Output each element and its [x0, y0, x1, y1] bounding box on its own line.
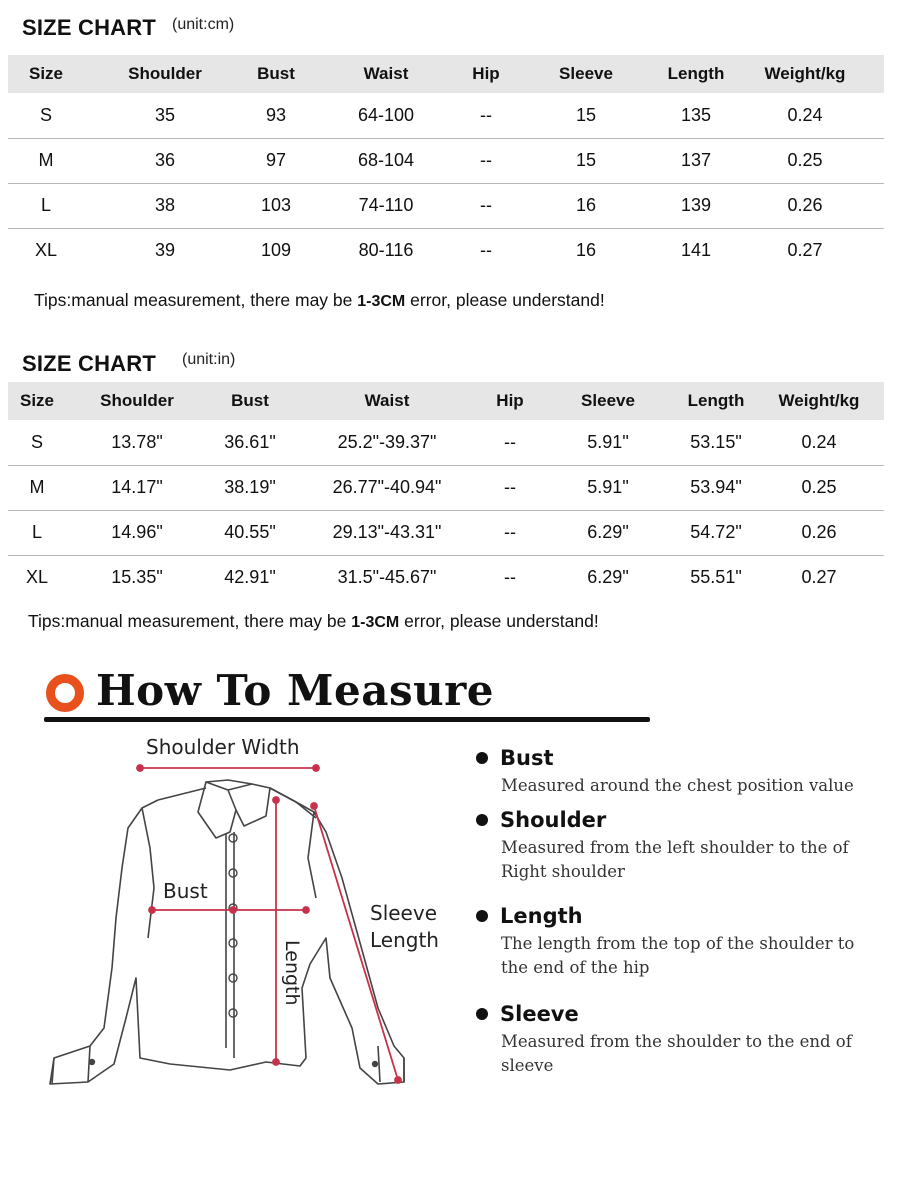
- bullet-icon: [476, 910, 488, 922]
- cell-hip: --: [466, 138, 506, 183]
- cell-hip: --: [482, 510, 538, 555]
- cell-size: L: [8, 510, 66, 555]
- cell-weight: 0.26: [726, 183, 884, 228]
- cell-sleeve: 5.91": [538, 420, 678, 465]
- shirt-outline-icon: [50, 780, 404, 1084]
- label-sleeve-line1: Sleeve: [370, 901, 438, 925]
- cell-size: XL: [25, 567, 49, 588]
- legend-sleeve: [476, 1002, 886, 1078]
- legend-shoulder-title: Shoulder: [500, 808, 607, 832]
- cm-chart-unit: (unit:cm): [172, 16, 235, 33]
- cell-waist: 68-104: [306, 138, 466, 183]
- header-sleeve: Sleeve: [538, 382, 678, 420]
- cell-hip: --: [504, 567, 516, 588]
- header-shoulder: Shoulder: [66, 382, 208, 420]
- cell-hip: --: [482, 465, 538, 510]
- cell-size: M: [8, 465, 66, 510]
- section-bullet-icon: [46, 674, 84, 712]
- cell-sleeve: 16: [506, 183, 666, 228]
- cell-shoulder: 39: [154, 240, 176, 261]
- cell-length: 53.15": [678, 420, 754, 465]
- table-row: [8, 555, 884, 600]
- cell-shoulder: 15.35": [111, 567, 163, 588]
- cm-chart-title: SIZE CHART: [22, 15, 156, 40]
- cell-bust: 109: [260, 240, 292, 261]
- cell-size: M: [8, 138, 84, 183]
- cell-shoulder: 13.78": [66, 420, 208, 465]
- cell-shoulder: 36: [84, 138, 246, 183]
- legend-bust-desc: Measured around the chest position value: [501, 776, 854, 795]
- cell-weight: 0.25: [726, 138, 884, 183]
- header-sleeve: Sleeve: [506, 55, 666, 93]
- cell-shoulder: 14.17": [66, 465, 208, 510]
- tips-error-range: 1-3CM: [357, 293, 406, 310]
- cell-size: L: [8, 183, 84, 228]
- header-weight: Weight/kg: [754, 382, 884, 420]
- cell-length: 141: [680, 240, 712, 261]
- cell-waist: 29.13"-43.31": [292, 510, 482, 555]
- header-size: Size: [8, 382, 66, 420]
- label-length: Length: [281, 940, 303, 1006]
- tips-prefix: Tips:manual measurement, there may be: [28, 611, 352, 631]
- label-shoulder-width: Shoulder Width: [146, 735, 300, 759]
- cell-bust: 40.55": [208, 510, 292, 555]
- tips-suffix: error, please understand!: [405, 290, 605, 310]
- label-bust: Bust: [163, 879, 208, 903]
- header-length: Length: [678, 382, 754, 420]
- in-header-row: [8, 382, 884, 420]
- cell-length: 53.94": [678, 465, 754, 510]
- cell-shoulder: 35: [84, 93, 246, 138]
- cell-hip: --: [466, 93, 506, 138]
- header-length: Length: [666, 55, 726, 93]
- cell-bust: 97: [246, 138, 306, 183]
- cell-waist: 80-116: [358, 240, 414, 261]
- tips-error-range: 1-3CM: [351, 614, 400, 631]
- cell-weight: 0.27: [787, 240, 823, 261]
- cell-sleeve: 16: [575, 240, 597, 261]
- cell-length: 137: [666, 138, 726, 183]
- cell-length: 54.72": [678, 510, 754, 555]
- cell-bust: 36.61": [208, 420, 292, 465]
- cell-sleeve: 15: [506, 93, 666, 138]
- header-waist: Waist: [292, 382, 482, 420]
- bullet-icon: [476, 752, 488, 764]
- cell-waist: 74-110: [306, 183, 466, 228]
- cell-waist: 26.77"-40.94": [292, 465, 482, 510]
- header-weight: Weight/kg: [726, 55, 884, 93]
- title-underline: [44, 717, 650, 722]
- table-row: [8, 510, 884, 555]
- how-to-measure-title: How To Measure: [96, 666, 495, 715]
- header-bust: Bust: [208, 382, 292, 420]
- header-hip: Hip: [482, 382, 538, 420]
- legend-bust: [476, 746, 886, 798]
- table-row: [8, 465, 884, 510]
- legend-length-title: Length: [500, 904, 583, 928]
- cell-hip: --: [482, 420, 538, 465]
- table-row: [8, 138, 884, 183]
- cell-weight: 0.26: [754, 510, 884, 555]
- cell-bust: 38.19": [208, 465, 292, 510]
- cm-size-table: [8, 55, 884, 273]
- cell-sleeve: 5.91": [538, 465, 678, 510]
- cell-length: 135: [666, 93, 726, 138]
- cell-size: S: [8, 93, 84, 138]
- in-chart-title: SIZE CHART: [22, 351, 156, 376]
- cell-size: XL: [34, 240, 58, 261]
- table-row: [8, 228, 884, 273]
- legend-length-desc: The length from the top of the shoulder to the end of the hip: [501, 934, 855, 977]
- table-row: [8, 93, 884, 138]
- measurement-lines: [137, 765, 401, 1083]
- tips-prefix: Tips:manual measurement, there may be: [34, 290, 358, 310]
- cell-length: 139: [666, 183, 726, 228]
- table-row: [8, 183, 884, 228]
- legend-sleeve-title: Sleeve: [500, 1002, 579, 1026]
- bullet-icon: [476, 1008, 488, 1020]
- header-shoulder: Shoulder: [84, 55, 246, 93]
- in-size-table: [8, 382, 884, 600]
- header-hip: Hip: [466, 55, 506, 93]
- in-chart-unit: (unit:in): [182, 351, 236, 368]
- cell-waist: 25.2"-39.37": [292, 420, 482, 465]
- legend-shoulder-desc: Measured from the left shoulder to the of Right shoulder: [501, 838, 849, 881]
- legend-sleeve-desc: Measured from the shoulder to the end of sleeve: [501, 1032, 852, 1075]
- cell-bust: 42.91": [224, 567, 276, 588]
- cm-header-row: [8, 55, 884, 93]
- cell-weight: 0.24: [754, 420, 884, 465]
- cell-waist: 64-100: [306, 93, 466, 138]
- cell-sleeve: 6.29": [538, 510, 678, 555]
- header-size: Size: [8, 55, 84, 93]
- cell-bust: 103: [246, 183, 306, 228]
- cell-waist: 31.5"-45.67": [337, 567, 437, 588]
- cell-weight: 0.24: [726, 93, 884, 138]
- cell-shoulder: 14.96": [66, 510, 208, 555]
- cell-size: S: [8, 420, 66, 465]
- header-waist: Waist: [306, 55, 466, 93]
- cm-tips: [34, 290, 605, 311]
- tips-suffix: error, please understand!: [399, 611, 599, 631]
- legend-shoulder: [476, 808, 886, 884]
- legend-length: [476, 904, 886, 980]
- cell-shoulder: 38: [84, 183, 246, 228]
- header-bust: Bust: [246, 55, 306, 93]
- cell-weight: 0.27: [801, 567, 837, 588]
- cell-sleeve: 15: [506, 138, 666, 183]
- shirt-measurement-diagram: [30, 728, 470, 1098]
- cell-bust: 93: [246, 93, 306, 138]
- legend-bust-title: Bust: [500, 746, 554, 770]
- in-tips: [28, 611, 599, 632]
- cell-sleeve: 6.29": [587, 567, 629, 588]
- cell-weight: 0.25: [754, 465, 884, 510]
- table-row: [8, 420, 884, 465]
- cell-hip: --: [466, 183, 506, 228]
- cell-hip: --: [480, 240, 492, 261]
- bullet-icon: [476, 814, 488, 826]
- cell-length: 55.51": [690, 567, 742, 588]
- label-sleeve-line2: Length: [370, 928, 439, 952]
